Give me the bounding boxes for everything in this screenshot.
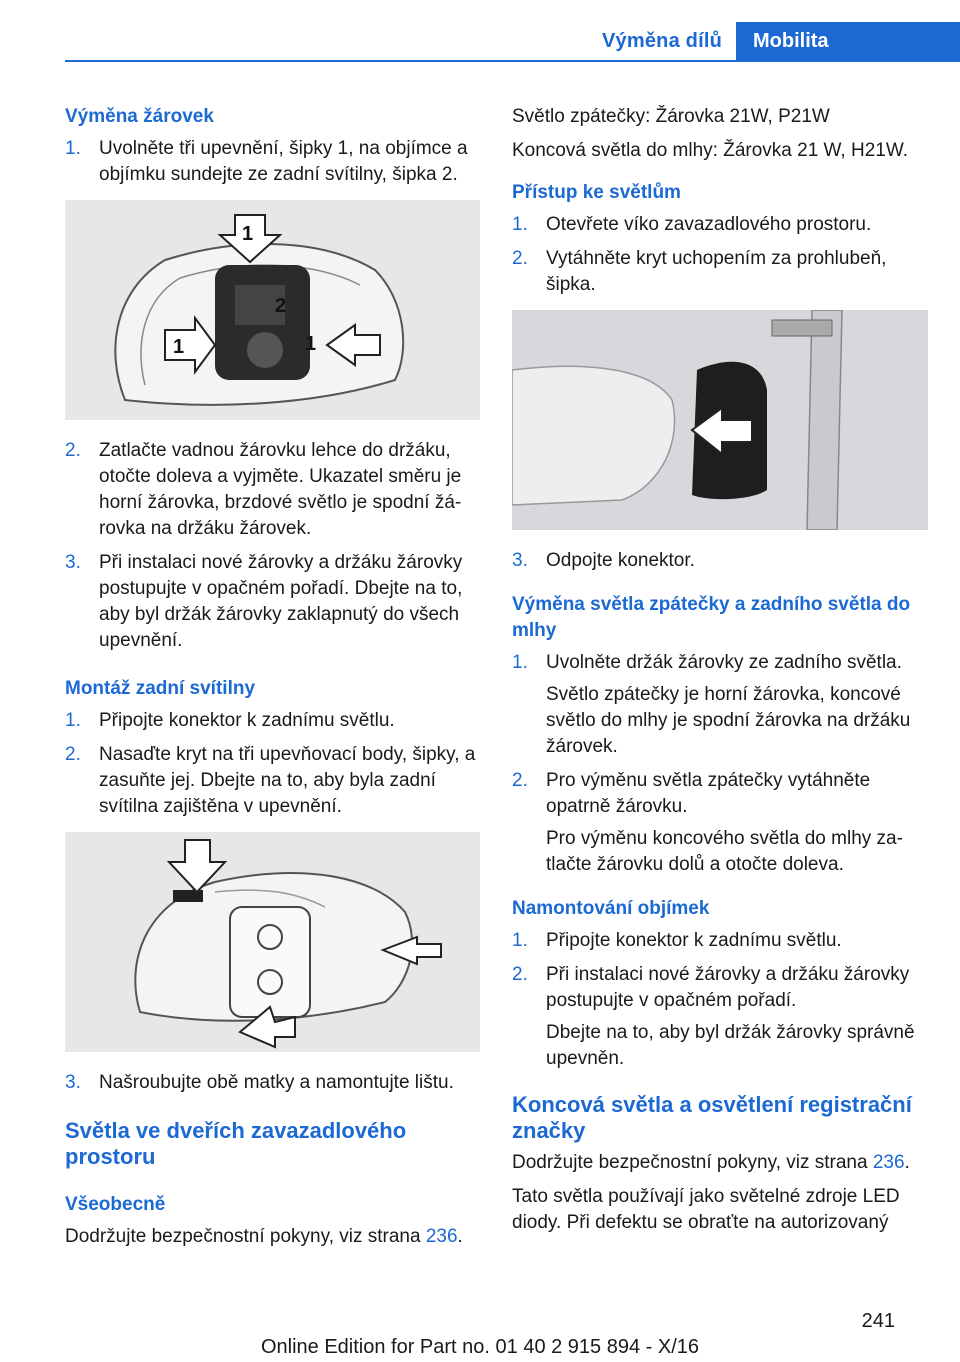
step-subtext: Dbejte na to, aby byl držák žárovky správně upevněn. bbox=[546, 1022, 915, 1069]
left-column bbox=[65, 104, 480, 1258]
step-text: Otevřete víko zavazadlového prostoru. bbox=[546, 214, 872, 235]
steps-vymena-svetla bbox=[512, 650, 928, 878]
figure-rear-light-holder bbox=[65, 200, 480, 420]
step-text: Připojte konektor k zadnímu světlu. bbox=[99, 710, 395, 731]
header-section-title: Výměna dílů bbox=[601, 30, 722, 52]
paragraph-text: Dodržujte bezpečnostní pokyny, viz strana bbox=[65, 1226, 426, 1247]
step-subtext: Světlo zpátečky je horní žárovka, koncové světlo do mlhy je spodní žárovka na držáku žárovek. bbox=[546, 684, 911, 757]
edition-text: Online Edition for Part no. 01 40 2 915 894 - X/16 bbox=[260, 1336, 700, 1358]
heading-koncova-svetla: Koncová světla a osvětlení registrační značky bbox=[512, 1092, 912, 1143]
step-text: Pro výměnu světla zpátečky vytáhněte opatrně žárovku. bbox=[546, 770, 871, 817]
list-item bbox=[512, 246, 928, 298]
figure-label: 1 bbox=[173, 336, 185, 358]
step-text: Našroubujte obě matky a namontujte lištu. bbox=[99, 1072, 454, 1093]
list-item bbox=[512, 962, 928, 1072]
step-text: Nasaďte kryt na tři upevňovací body, šipky, a zasuňte jej. Dbejte na to, aby byla zadní svítilna zajištěna v upevnění. bbox=[99, 744, 476, 817]
step-number: 1. bbox=[65, 138, 81, 159]
list-item bbox=[65, 1070, 480, 1096]
heading-vymena-zarovek: Výměna žárovek bbox=[65, 106, 214, 127]
paragraph-text: . bbox=[457, 1226, 463, 1247]
steps-vymena-zarovek-cont bbox=[65, 438, 480, 654]
step-number: 2. bbox=[65, 744, 81, 765]
paragraph-safety bbox=[65, 1224, 480, 1250]
list-item bbox=[512, 650, 928, 760]
steps-montaz-cont bbox=[65, 1070, 480, 1096]
steps-pristup bbox=[512, 212, 928, 298]
heading-svetla-ve-dverich: Světla ve dveřích zavazadlového prostoru bbox=[65, 1118, 407, 1169]
step-number: 3. bbox=[512, 550, 528, 571]
step-number: 2. bbox=[512, 964, 528, 985]
page-number: 241 bbox=[861, 1310, 895, 1332]
right-column bbox=[512, 104, 928, 1244]
figure-rear-light-mounting bbox=[65, 832, 480, 1052]
step-text: Při instalaci nové žárovky a držáku žárovky postupujte v opačném pořadí. bbox=[546, 964, 910, 1011]
step-number: 1. bbox=[512, 930, 528, 951]
header-chapter-tab: Mobilita bbox=[736, 22, 960, 62]
steps-montaz bbox=[65, 708, 480, 820]
step-text: Vytáhněte kryt uchopením za prohlubeň, šipka. bbox=[546, 248, 887, 295]
step-text: Zatlačte vadnou žárovku lehce do držáku, otočte doleva a vyjměte. Ukazatel směru je horní žárovka, brzdové světlo je spodní žárovka na držáku žárovek. bbox=[99, 440, 462, 539]
rear-light-holder-illustration bbox=[65, 200, 480, 420]
figure-label: 1 bbox=[305, 333, 317, 355]
heading-namontovani: Namontování objímek bbox=[512, 898, 710, 919]
list-item bbox=[512, 928, 928, 954]
step-text: Uvolněte držák žárovky ze zadního světla. bbox=[546, 652, 902, 673]
heading-vseobecne: Všeobecně bbox=[65, 1194, 166, 1215]
paragraph-reverse-light: Světlo zpátečky: Žárovka 21W, P21W bbox=[512, 106, 830, 127]
trunk-lid-cover-illustration bbox=[512, 310, 928, 530]
figure-label: 2 bbox=[275, 295, 287, 317]
list-item bbox=[512, 768, 928, 878]
paragraph-safety bbox=[512, 1150, 928, 1176]
list-item bbox=[65, 438, 480, 542]
figure-label: 1 bbox=[242, 223, 254, 245]
rear-light-mounting-illustration bbox=[65, 832, 480, 1052]
list-item bbox=[65, 136, 480, 188]
paragraph-text: . bbox=[904, 1152, 910, 1173]
step-subtext: Pro výměnu koncového světla do mlhy zatlačte žárovku dolů a otočte doleva. bbox=[546, 828, 903, 875]
step-number: 2. bbox=[512, 770, 528, 791]
step-number: 2. bbox=[65, 440, 81, 461]
step-text: Připojte konektor k zadnímu světlu. bbox=[546, 930, 842, 951]
heading-vymena-svetla: Výměna světla zpátečky a zadního světla do mlhy bbox=[512, 594, 911, 641]
step-number: 1. bbox=[65, 710, 81, 731]
steps-pristup-cont bbox=[512, 548, 928, 574]
list-item bbox=[512, 212, 928, 238]
paragraph-text: Dodržujte bezpečnostní pokyny, viz strana bbox=[512, 1152, 873, 1173]
step-text: Uvolněte tři upevnění, šipky 1, na objímce a objímku sundejte ze zadní svítilny, šipka 2. bbox=[99, 138, 468, 185]
list-item bbox=[512, 548, 928, 574]
steps-namontovani bbox=[512, 928, 928, 1072]
step-number: 2. bbox=[512, 248, 528, 269]
page-link-236[interactable]: 236 bbox=[872, 1152, 905, 1173]
figure-trunk-lid-cover bbox=[512, 310, 928, 530]
step-text: Odpojte konektor. bbox=[546, 550, 695, 571]
step-number: 1. bbox=[512, 652, 528, 673]
list-item bbox=[65, 708, 480, 734]
heading-pristup: Přístup ke světlům bbox=[512, 182, 681, 203]
step-number: 1. bbox=[512, 214, 528, 235]
list-item bbox=[65, 742, 480, 820]
step-text: Při instalaci nové žárovky a držáku žárovky postupujte v opačném pořadí. Dbejte na to, aby byl držák žárovky zaklapnutý do všech upevnění. bbox=[99, 552, 463, 651]
step-number: 3. bbox=[65, 552, 81, 573]
header-rule bbox=[65, 60, 960, 62]
paragraph-fog-light: Koncová světla do mlhy: Žárovka 21 W, H21W. bbox=[512, 140, 909, 161]
paragraph-led: Tato světla používají jako světelné zdroje LED diody. Při defektu se obraťte na autorizovaný bbox=[512, 1186, 900, 1233]
page-footer bbox=[0, 1310, 960, 1362]
heading-montaz: Montáž zadní svítilny bbox=[65, 678, 256, 699]
page-header bbox=[0, 0, 960, 62]
page-link-236[interactable]: 236 bbox=[425, 1226, 458, 1247]
step-number: 3. bbox=[65, 1072, 81, 1093]
list-item bbox=[65, 550, 480, 654]
steps-vymena-zarovek bbox=[65, 136, 480, 188]
